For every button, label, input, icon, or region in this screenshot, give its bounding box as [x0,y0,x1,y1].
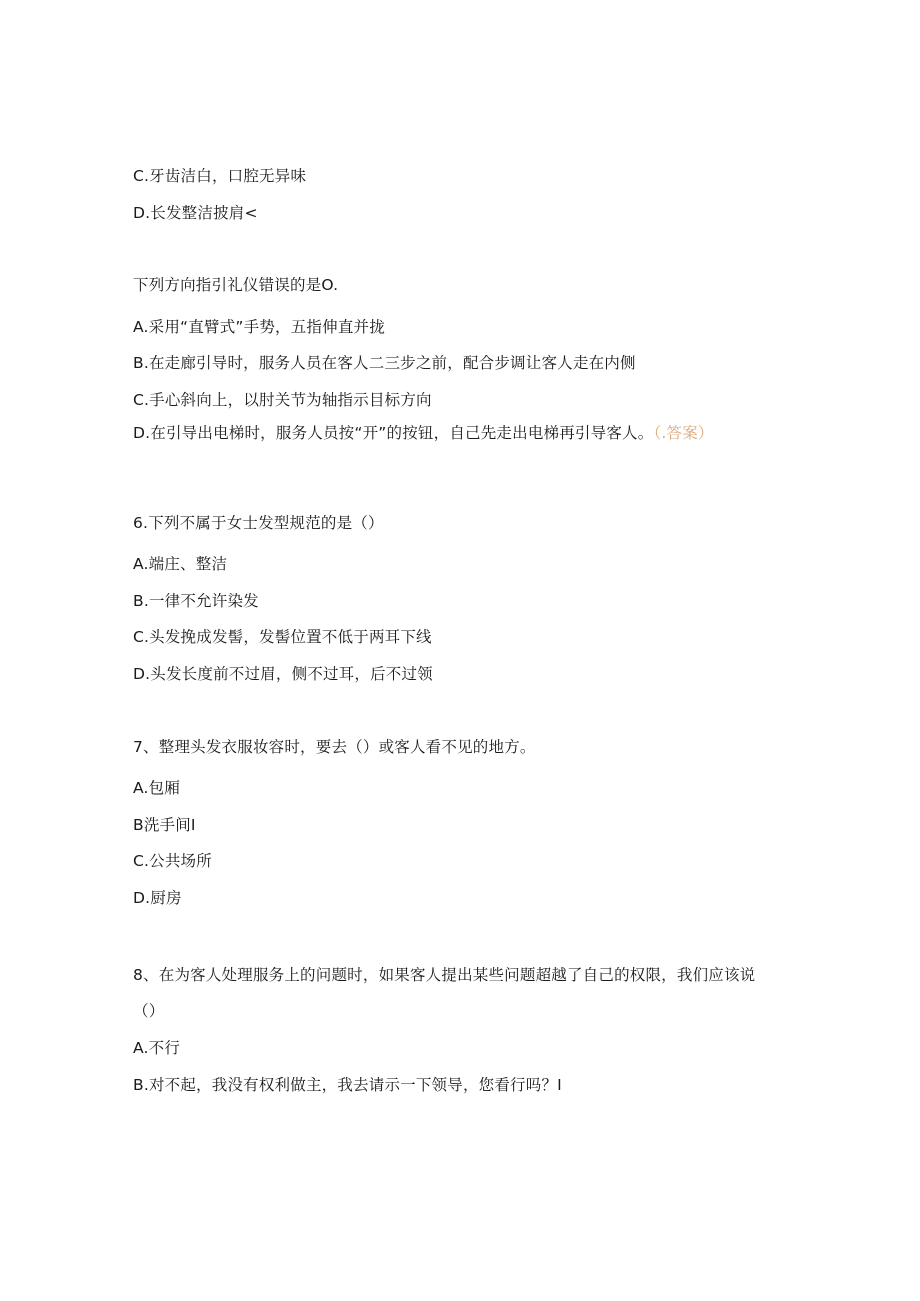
q7-option-a: A.包厢 [133,779,181,797]
q8-option-b: B.对不起，我没有权利做主，我去请示一下领导，您看行吗？I [133,1076,562,1094]
option-c-teeth: C.牙齿洁白，口腔无异味 [133,167,307,185]
q5-option-b: B.在走廊引导时，服务人员在客人二三步之前，配合步调让客人走在内侧 [133,354,636,372]
q6-option-a: A.端庄、整洁 [133,555,228,573]
question-7-title: 7、整理头发衣服妆容时，要去（）或客人看不见的地方。 [133,738,536,756]
q8-option-a: A.不行 [133,1039,181,1057]
q5-answer-note: （.答案） [653,424,714,442]
q6-option-d: D.头发长度前不过眉，侧不过耳，后不过领 [133,665,433,683]
q5-option-d-text: D.在引导出电梯时，服务人员按“开”的按钮，自己先走出电梯再引导客人。 [133,424,654,442]
q7-option-c: C.公共场所 [133,852,212,870]
q5-option-c: C.手心斜向上，以肘关节为轴指示目标方向 [133,391,432,409]
q6-option-c: C.头发挽成发髻，发髻位置不低于两耳下线 [133,628,432,646]
q5-option-d [133,421,773,445]
question-5-title: 下列方向指引礼仪错误的是O. [133,276,339,294]
question-6-title: 6.下列不属于女士发型规范的是（） [133,514,384,532]
option-d-long-hair: D.长发整洁披肩< [133,204,258,222]
question-8-title: 8、在为客人处理服务上的问题时，如果客人提出某些问题超越了自己的权限，我们应该说（） [133,966,756,1020]
q7-option-d: D.厨房 [133,889,182,907]
q6-option-b: B.一律不允许染发 [133,592,259,610]
q5-option-a: A.采用“直臂式”手势，五指伸直并拢 [133,318,385,336]
q7-option-b: B洗手间I [133,816,196,834]
